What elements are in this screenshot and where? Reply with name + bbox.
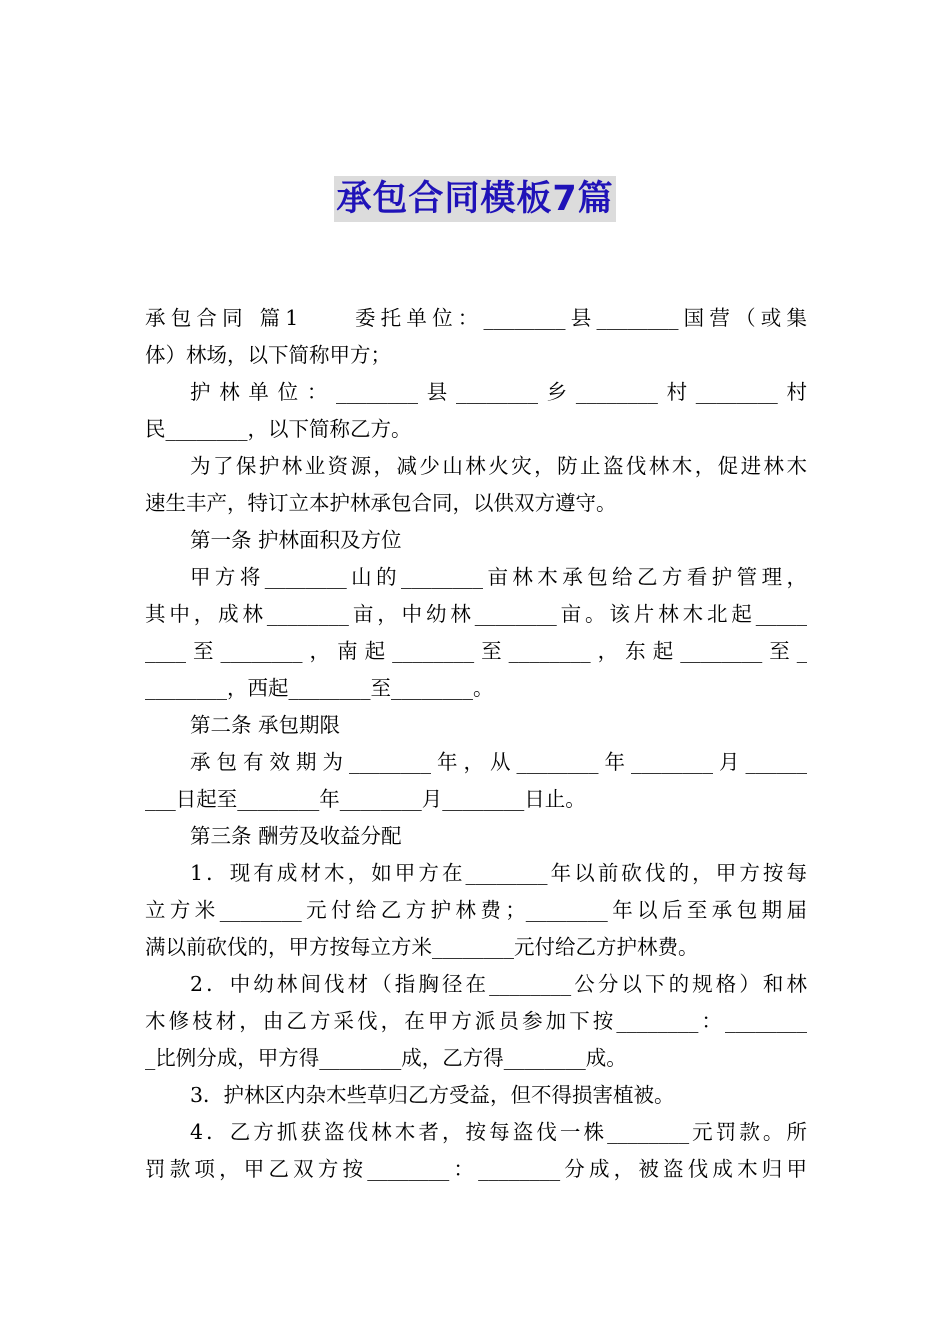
text-line: 3．护林区内杂木些草归乙方受益，但不得损害植被。 [190, 1083, 675, 1107]
section-heading: 第三条 酬劳及收益分配 [190, 824, 402, 848]
text-line: 罚款项，甲乙双方按________：________分成，被盗伐成木归甲 [145, 1157, 807, 1181]
text-line: 承包合同 篇1 委托单位：________县________国营（或集 [145, 306, 807, 330]
text-line: ___日起至________年________月________日止。 [145, 787, 586, 811]
text-line: 承包有效期为________年，从________年________月______ [190, 750, 807, 774]
text-line: 为了保护林业资源，减少山林火灾，防止盗伐林木，促进林木 [190, 454, 807, 478]
document-title: 承包合同模板7篇 [334, 176, 615, 222]
text-line: 木修枝材，由乙方采伐，在甲方派员参加下按________：________ [145, 1009, 807, 1033]
document-body [145, 300, 807, 1188]
text-line: 甲方将________山的________亩林木承包给乙方看护管理， [190, 565, 807, 589]
text-line: 4．乙方抓获盗伐林木者，按每盗伐一株________元罚款。所 [190, 1120, 807, 1144]
text-line: 其中，成林________亩，中幼林________亩。该片林木北起_____ [145, 602, 807, 626]
text-line: 护林单位：________县________乡________村________村 [190, 380, 807, 404]
title-container [0, 176, 950, 222]
text-line: ________，西起________至________。 [145, 676, 494, 700]
text-line: 民________，以下简称乙方。 [145, 417, 412, 441]
text-line: 立方米________元付给乙方护林费；________年以后至承包期届 [145, 898, 807, 922]
section-heading: 第二条 承包期限 [190, 713, 341, 737]
text-line: 体）林场，以下简称甲方； [145, 343, 391, 367]
text-line: 速生丰产，特订立本护林承包合同，以供双方遵守。 [145, 491, 617, 515]
text-line: 2．中幼林间伐材（指胸径在________公分以下的规格）和林 [190, 972, 807, 996]
text-line: ____至________，南起________至________，东起________至_ [145, 639, 807, 663]
text-line: _比例分成，甲方得________成，乙方得________成。 [145, 1046, 627, 1070]
text-line: 满以前砍伐的，甲方按每立方米________元付给乙方护林费。 [145, 935, 699, 959]
section-heading: 第一条 护林面积及方位 [190, 528, 402, 552]
text-line: 1．现有成材木，如甲方在________年以前砍伐的，甲方按每 [190, 861, 807, 885]
